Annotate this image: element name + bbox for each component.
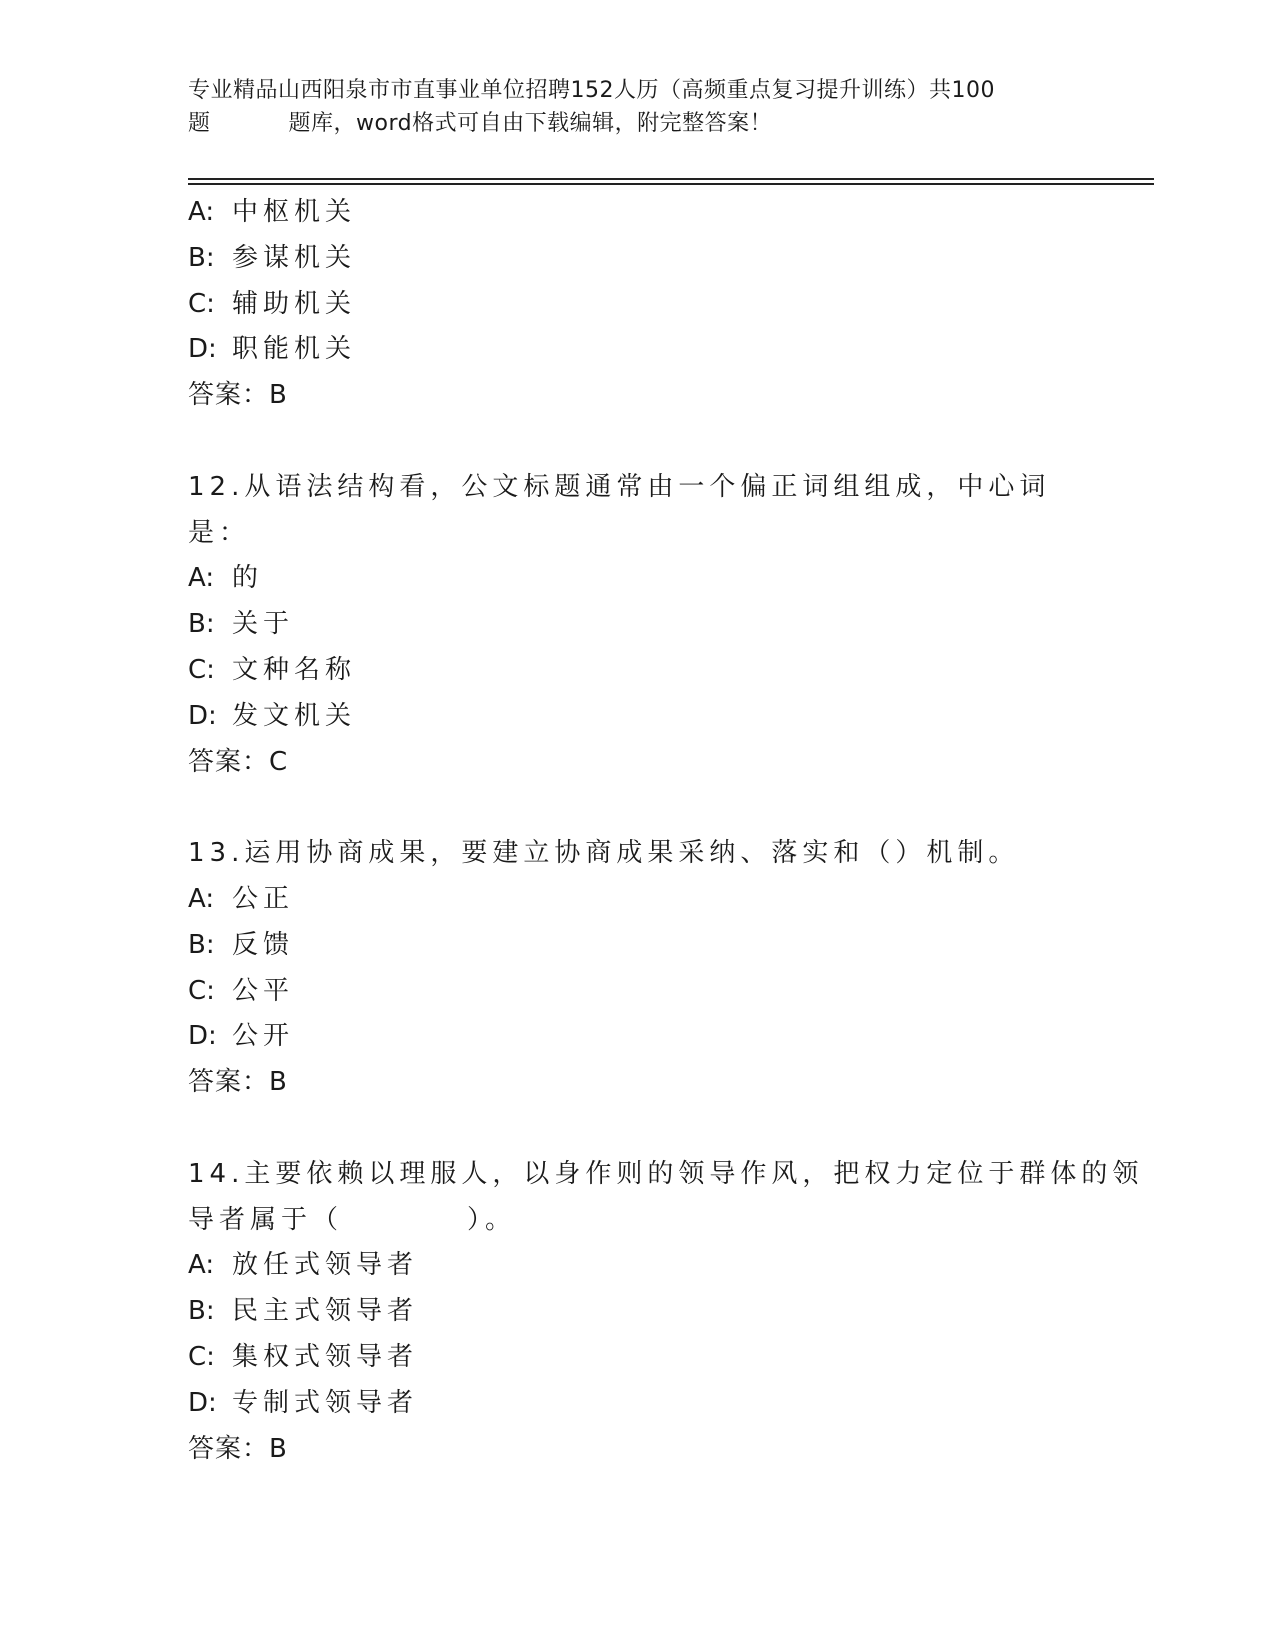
answer-line: 答案：B	[188, 1067, 288, 1098]
question-13-block	[188, 831, 1088, 1106]
answer-line: 答案：B	[188, 380, 288, 411]
option-c: C: 文种名称	[188, 654, 357, 685]
option-d: D: 专制式领导者	[188, 1387, 419, 1418]
question-11-block	[188, 190, 1088, 419]
option-b: B: 参谋机关	[188, 242, 357, 273]
option-d: D: 发文机关	[188, 700, 357, 731]
option-a: A: 的	[188, 563, 264, 594]
header-divider-bottom	[188, 183, 1154, 185]
header-title-fragment: 题	[188, 111, 211, 136]
option-b: B: 民主式领导者	[188, 1296, 419, 1327]
option-b: B: 关于	[188, 609, 295, 640]
header-title-line-2	[188, 107, 1088, 140]
option-b: B: 反馈	[188, 929, 295, 960]
question-text-line-2: 导者属于（ ）。	[188, 1204, 517, 1235]
question-text: 12.从语法结构看，公文标题通常由一个偏正词组组成，中心词是：	[188, 471, 1051, 548]
option-d: D: 职能机关	[188, 334, 357, 365]
question-12-block	[188, 465, 1088, 786]
header-title-line-1: 专业精品山西阳泉市市直事业单位招聘152人历（高频重点复习提升训练）共100	[188, 78, 995, 103]
option-c: C: 辅助机关	[188, 288, 357, 319]
answer-line: 答案：B	[188, 1433, 288, 1464]
page-header	[188, 74, 1088, 140]
header-divider-top	[188, 178, 1154, 180]
question-text: 13.运用协商成果，要建立协商成果采纳、落实和（）机制。	[188, 838, 1020, 869]
option-d: D: 公开	[188, 1021, 295, 1052]
question-list	[188, 190, 1144, 1472]
question-text-line-1: 14.主要依赖以理服人，以身作则的领导作风，把权力定位于群体的领	[188, 1158, 1144, 1189]
answer-line: 答案：C	[188, 746, 289, 777]
option-c: C: 集权式领导者	[188, 1341, 419, 1372]
option-a: A: 公正	[188, 883, 295, 914]
option-a: A: 放任式领导者	[188, 1250, 419, 1281]
option-c: C: 公平	[188, 975, 295, 1006]
question-14-block	[188, 1152, 1144, 1473]
option-a: A: 中枢机关	[188, 197, 357, 227]
header-subtitle: 题库，word格式可自由下载编辑，附完整答案！	[288, 111, 773, 136]
